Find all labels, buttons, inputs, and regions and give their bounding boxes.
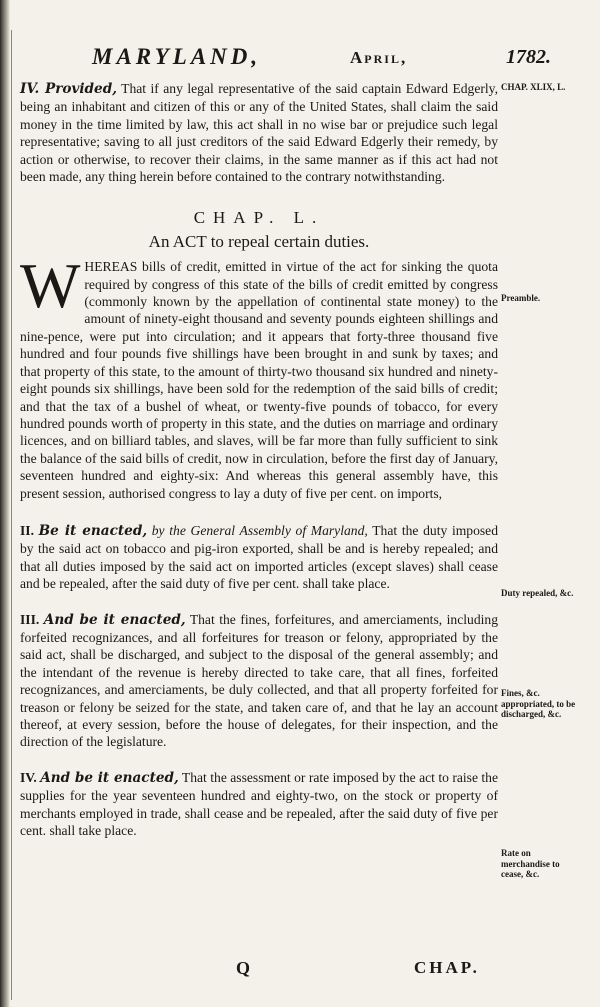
running-month: April, bbox=[350, 48, 408, 67]
section-text: That the assessment or rate imposed by the act to raise the supplies for the year seventeen hundred and eighty-two, on the stock or property of merchants employed in trade, shall cease and be repealed, after the said duty of five per cent. shall take place. bbox=[20, 769, 499, 839]
section-iv bbox=[20, 769, 498, 840]
binding-gutter bbox=[0, 0, 10, 1007]
page-header bbox=[0, 44, 600, 72]
act-title: An ACT to repeal certain duties. bbox=[148, 231, 370, 251]
margin-note-chapter-ref: CHAP. XLIX, L. bbox=[501, 82, 566, 92]
section-text: That the duty imposed by the said act on tobacco and pig-iron exported, shall be and is hereby repealed; and that all duties imposed by the said act on imported articles (except slaves) shall cease and be repealed, after the said duty of five per cent. shall take place. bbox=[20, 522, 499, 592]
enacting-clause: And be it enacted, bbox=[40, 769, 179, 786]
enacting-authority: by the General Assembly of Maryland, bbox=[151, 522, 368, 538]
section-ii bbox=[20, 522, 498, 593]
catchword: CHAP. bbox=[414, 958, 480, 977]
section-text: That the fines, forfeitures, and amerciaments, including forfeited recognizances, and all forfeitures for treason or felony, appropriated by the said act, shall be discharged, and subject to the disposal of the general assembly; and the intendant of the revenue is hereby directed to take care, that all fines, forfeited recognizances, and amerciaments, be duly collected, and that all property forfeited for treason or felony be seized for the state, and taken care of, and that he lay an account thereof, at every session, before the house of delegates, for their inspection, and the direction of the legislature. bbox=[20, 611, 498, 750]
drop-cap: W bbox=[20, 250, 81, 322]
chapter-title: CHAP. L. bbox=[193, 208, 325, 228]
running-title: MARYLAND, bbox=[92, 44, 262, 69]
section-number: III. bbox=[20, 611, 40, 627]
preamble-text: HEREAS bills of credit, emitted in virtue of the act for sinking the quota required by congress of this state of the bills of credit emitted by congress (commonly known by the appellation of continental state money) to the amount of ninety-eight thousand and seventy pounds eighteen shillings and nine-pence, were put into circulation; and it appears that forty-three thousand five hundred and four pounds five shillings have been brought in and sunk by taxes; and that property of this state, to the amount of thirty-two thousand six hundred and ninety-eight pounds six shillings, have been sold for the redemption of the said bills of credit; and that the tax of a bushel of wheat, or twenty-five pounds of tobacco, for every hundred pounds worth of property in this state, and the duties on marriage and ordinary licences, and on billiard tables, and slaves, will be far more than fully sufficient to sink the balance of the said bills of credit, now in circulation, before the first day of January, seventeen hundred and eighty-six: And whereas this general assembly have, this present session, authorised congress to lay a duty of five per cent. on imports, bbox=[20, 259, 498, 501]
section-number: II. bbox=[20, 522, 34, 538]
running-year: 1782. bbox=[506, 46, 551, 68]
page-footer bbox=[0, 958, 600, 988]
margin-note-preamble: Preamble. bbox=[501, 293, 541, 303]
signature-mark: Q bbox=[236, 958, 251, 978]
section-heading: IV. Provided, bbox=[20, 81, 117, 97]
preamble-paragraph bbox=[20, 250, 498, 502]
enacting-clause: Be it enacted, bbox=[38, 522, 148, 539]
margin-note-fines: Fines, &c. appropriated, to be discharged, &c. bbox=[501, 688, 576, 719]
page-body bbox=[20, 80, 498, 857]
section-text: That if any legal representative of the said captain Edward Edgerly, being an inhabitant and citizen of this or any of the United States, shall claim the said money in the time limited by law, this act shall in no wise bar or prejudice such legal representative; saving to all just creditors of the said Edward Edgerly their remedy, by action or otherwise, to recover their claims, in the same manner as if this act had not been made, any thing herein before contained to the contrary notwithstanding. bbox=[20, 81, 498, 185]
enacting-clause: And be it enacted, bbox=[43, 611, 186, 628]
section-iii bbox=[20, 611, 498, 751]
margin-note-duty: Duty repealed, &c. bbox=[501, 588, 574, 598]
margin-note-rate: Rate on merchandise to cease, &c. bbox=[501, 848, 560, 879]
section-number: IV. bbox=[20, 769, 37, 785]
margin-rule bbox=[11, 30, 12, 1000]
section-iv-proviso bbox=[20, 80, 498, 185]
